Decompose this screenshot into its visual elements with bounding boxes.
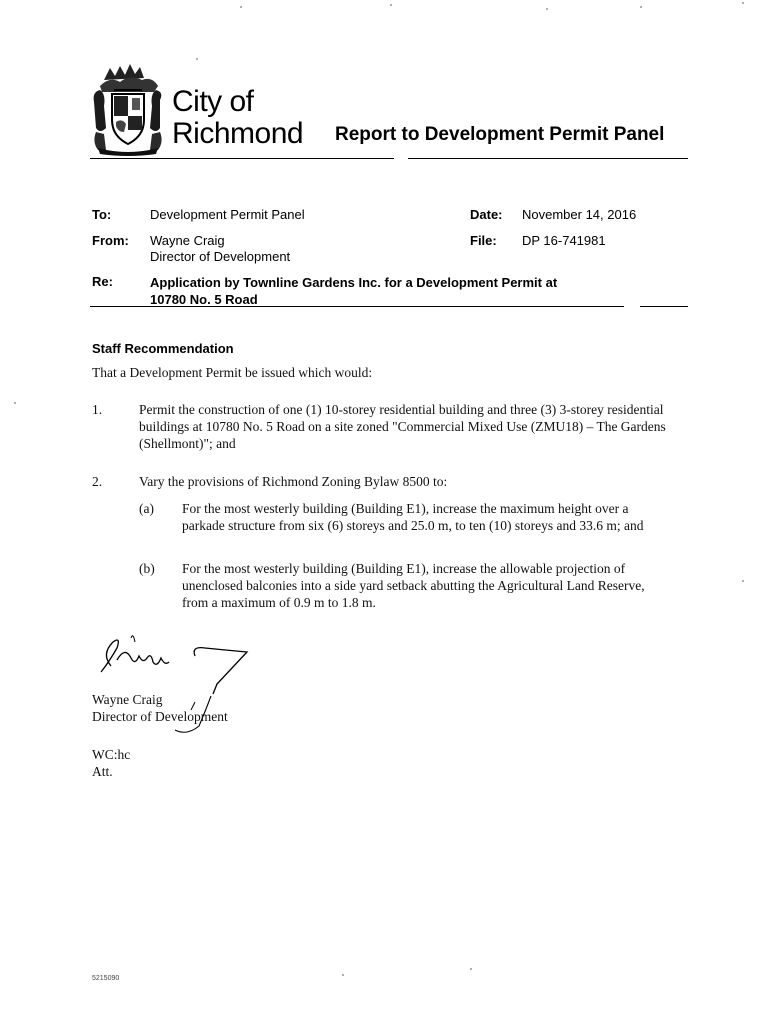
header-rule-right xyxy=(408,158,688,159)
file-value: DP 16-741981 xyxy=(522,233,606,248)
item-number: 2. xyxy=(92,474,103,489)
memo-rule-left xyxy=(90,306,624,307)
city-crest-logo-icon xyxy=(90,62,166,156)
item-text: Vary the provisions of Richmond Zoning Bylaw 8500 to: xyxy=(139,474,448,489)
header-rule-left xyxy=(90,158,394,159)
report-title: Report to Development Permit Panel xyxy=(335,124,665,145)
scan-speck xyxy=(470,968,472,970)
signatory-name: Wayne Craig xyxy=(92,692,163,707)
date-value: November 14, 2016 xyxy=(522,207,637,222)
scan-speck xyxy=(196,58,198,60)
re-label: Re: xyxy=(92,274,113,289)
from-name: Wayne Craig xyxy=(150,233,225,248)
scan-speck xyxy=(390,4,392,6)
subitem-text: For the most westerly building (Building E1), increase the maximum height over a parkade structure from six (6) storeys and 25.0 m, to ten (10) storeys and 33.6 m; and xyxy=(182,501,644,533)
item-text: Permit the construction of one (1) 10-storey residential building and three (3) 3-storey residential buildings at 10780 No. 5 Road on a site zoned "Commercial Mixed Use (ZMU18) – The Gardens (Shellmont)"; and xyxy=(139,402,666,451)
memo-rule-right xyxy=(640,306,688,307)
to-label: To: xyxy=(92,207,112,222)
city-name-line2: Richmond xyxy=(172,117,304,150)
scan-speck xyxy=(240,6,242,8)
re-value: Application by Townline Gardens Inc. for a Development Permit at 10780 No. 5 Road xyxy=(150,275,558,307)
document-number: 5215090 xyxy=(92,975,120,982)
to-value: Development Permit Panel xyxy=(150,207,305,222)
subitem-label: (b) xyxy=(139,561,155,576)
item-number: 1. xyxy=(92,402,103,417)
signatory-title: Director of Development xyxy=(92,709,228,724)
from-title: Director of Development xyxy=(150,249,291,264)
city-name xyxy=(172,86,303,150)
scan-speck xyxy=(342,974,344,976)
scan-speck xyxy=(14,402,16,404)
section-heading: Staff Recommendation xyxy=(92,341,234,356)
scan-speck xyxy=(742,2,744,4)
subitem-label: (a) xyxy=(139,501,154,516)
subitem-text: For the most westerly building (Building E1), increase the allowable projection of unenclosed balconies into a side yard setback abutting the Agricultural Land Reserve, from a maximum of 0.9 m to 1.8 m. xyxy=(182,561,645,610)
handwritten-signature-icon xyxy=(95,632,265,742)
author-initials: WC:hc xyxy=(92,747,131,762)
intro-text: That a Development Permit be issued which would: xyxy=(92,365,373,380)
from-label: From: xyxy=(92,233,129,248)
scan-speck xyxy=(742,580,744,582)
city-name-line1: City of xyxy=(172,85,254,118)
attachment-note: Att. xyxy=(92,764,113,779)
scan-speck xyxy=(546,8,548,10)
file-label: File: xyxy=(470,233,497,248)
date-label: Date: xyxy=(470,207,503,222)
scan-speck xyxy=(640,6,642,8)
